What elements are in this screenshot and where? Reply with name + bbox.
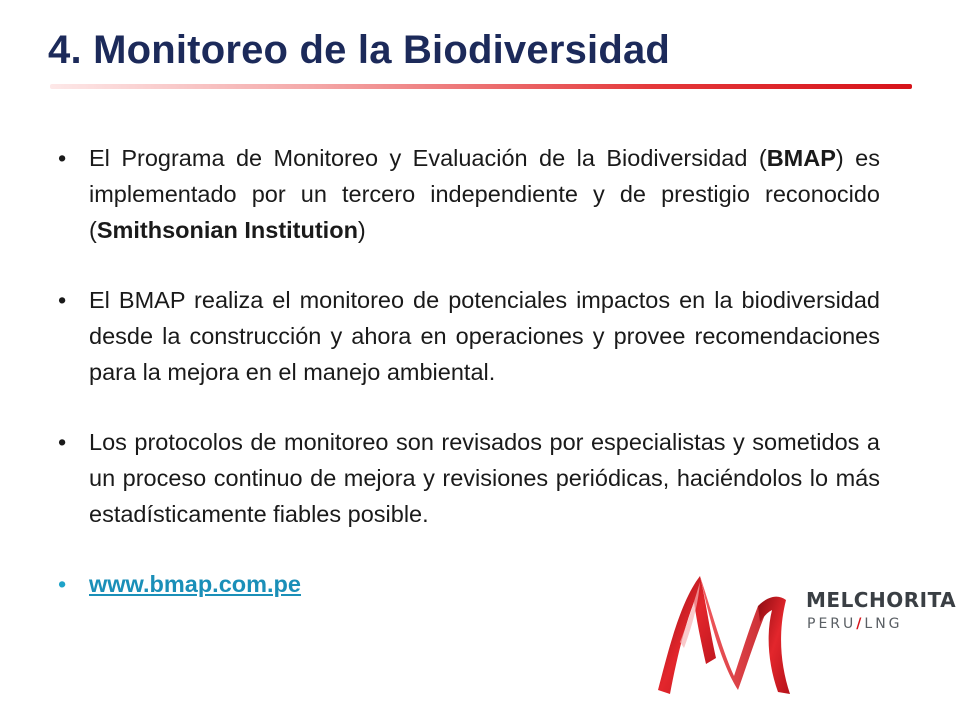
bullet-dot: • [58,145,67,171]
logo-sub-left: PERU [807,616,857,632]
logo-subtitle [807,616,903,632]
bullet-text [89,287,880,385]
bullet-dot: • [58,429,67,455]
bullet-emphasis: Smithsonian Institution [96,217,358,243]
logo-sub-separator: / [856,616,865,632]
bmap-website-link[interactable]: www.bmap.com.pe [89,571,301,597]
logo-sub-right: LNG [864,616,903,632]
bullet-item-1 [58,140,880,248]
bullet-dot: • [58,287,67,313]
bullet-item-3 [58,424,880,532]
bullet-text [89,429,880,527]
bullet-run: ) es implementado por un tercero independiente y de prestigio reconocido ( [89,145,880,243]
logo-name: MELCHORITA [806,588,957,612]
melchorita-logo [650,572,957,702]
bullet-run: El Programa de Monitoreo y Evaluación de la Biodiversidad ( [89,145,767,171]
bullet-run: ) [357,217,366,243]
title-underline [50,84,912,89]
bullet-run: El BMAP realiza el monitoreo de potenciales impactos en la biodiversidad desde la construcción y ahora en operaciones y provee recomendaciones para la mejora en el manejo ambiental. [89,287,880,385]
bullet-emphasis: BMAP [766,145,836,171]
bullet-text [89,145,880,243]
bullet-dot: • [58,571,67,597]
bullet-list [58,140,880,636]
bullet-item-2 [58,282,880,390]
bullet-run: Los protocolos de monitoreo son revisados por especialistas y sometidos a un proceso continuo de mejora y revisiones periódicas, haciéndolos lo más estadísticamente fiables posible. [89,429,880,527]
melchorita-m-icon [650,572,800,702]
slide-title: 4. Monitoreo de la Biodiversidad [48,28,671,72]
